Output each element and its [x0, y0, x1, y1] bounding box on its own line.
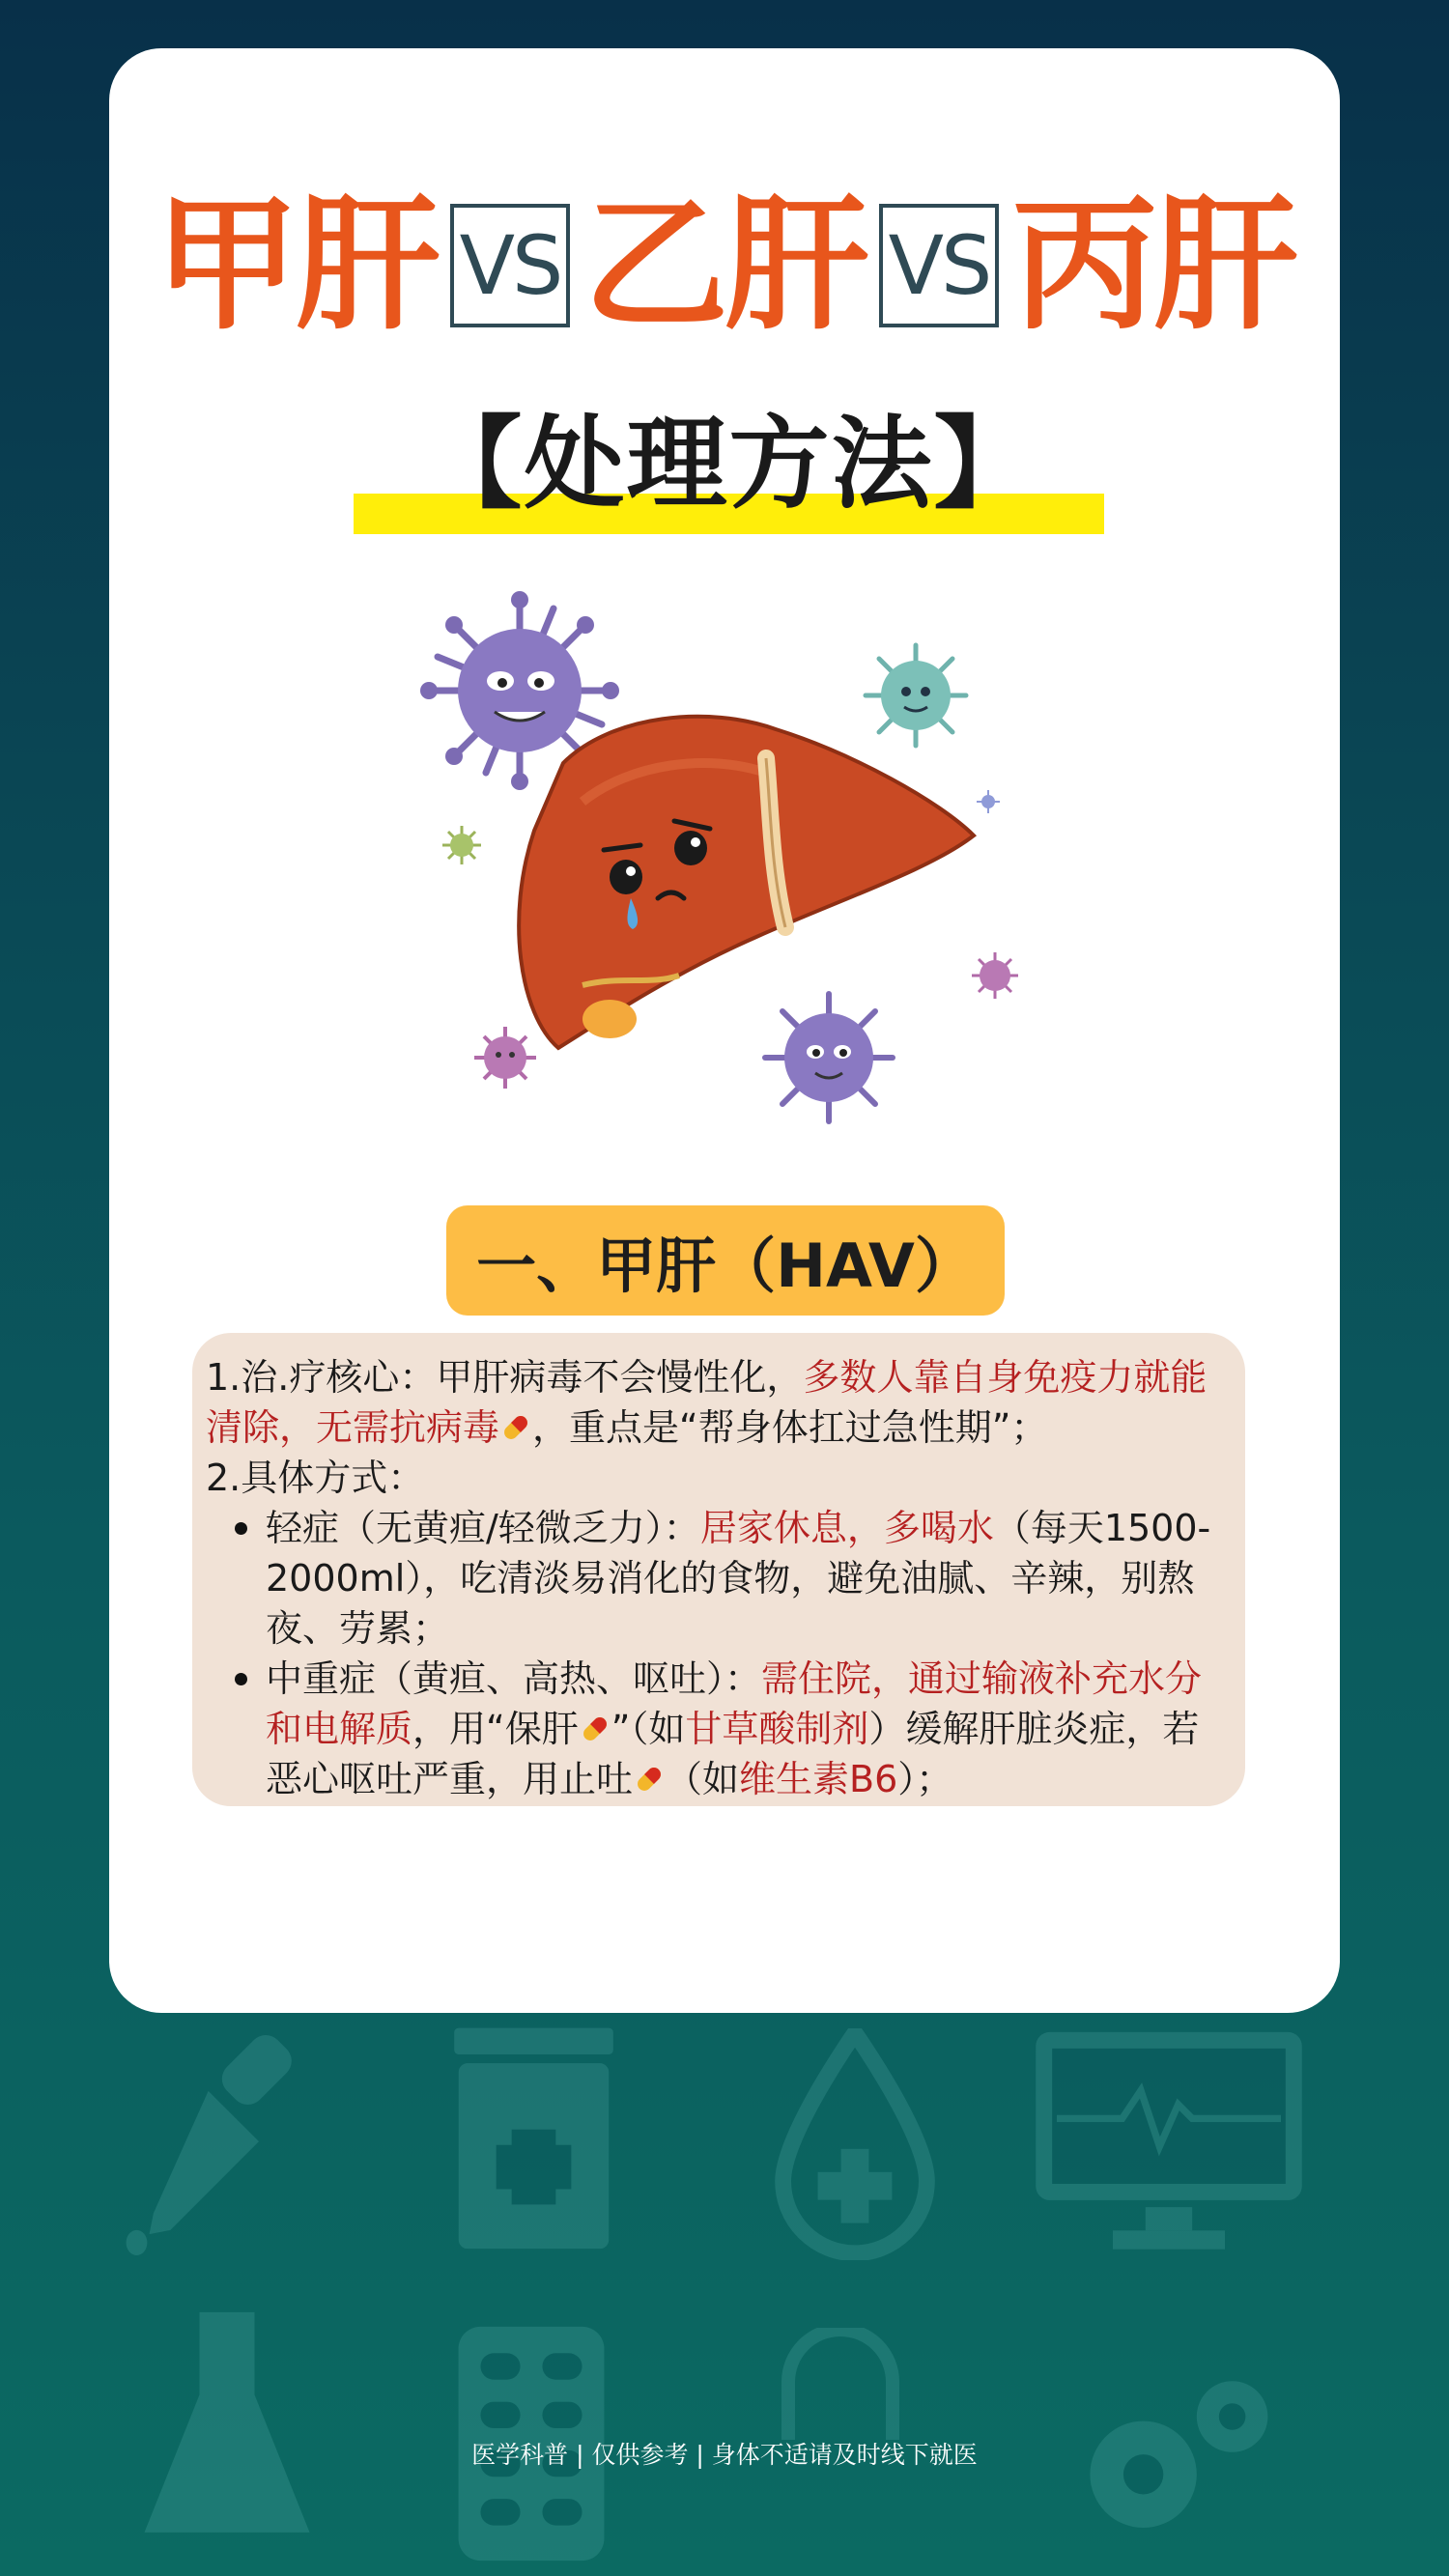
pill-icon: [579, 1713, 611, 1745]
dropper-icon: [106, 2024, 319, 2255]
emphasis-text: 居家休息，多喝水: [699, 1507, 994, 1549]
pill-icon: [633, 1763, 666, 1796]
text-segment: （每天1500-2000ml），吃清淡易消化的食物，避免油腻、辛辣，别熬夜、劳累；: [266, 1507, 1211, 1650]
emphasis-text: 多数人靠自身免疫力就能清除，无需抗病毒: [206, 1356, 1208, 1449]
text-segment: ）缓解肝脏炎症，若恶心呕吐严重，用止吐: [266, 1708, 1200, 1800]
heart-monitor-icon: [1029, 2024, 1309, 2260]
text-segment: （如: [666, 1758, 740, 1800]
page-title: [109, 164, 1340, 367]
method-heading: 2.具体方式：: [206, 1457, 425, 1499]
list-item-mild: [206, 1503, 1232, 1654]
emphasis-text: 需住院，通过输液补充水分和电解质: [266, 1657, 1203, 1750]
footer-disclaimer: 医学科普 | 仅供参考 | 身体不适请及时线下就医: [471, 2441, 978, 2469]
text-segment: 轻症（无黄疸/轻微乏力）：: [266, 1507, 700, 1549]
text-segment: ，用“保肝: [412, 1708, 579, 1750]
text-segment: 中重症（黄疸、高热、呕吐）：: [266, 1657, 762, 1700]
flask-icon: [135, 2299, 319, 2560]
text-segment: ，重点是“帮身体扛过急性期”；: [532, 1406, 1048, 1449]
vs-badge: VS: [450, 204, 570, 327]
subtitle: 【处理方法】: [421, 405, 1037, 523]
vs-badge: VS: [879, 204, 999, 327]
medicine-bottle-icon: [444, 2024, 623, 2255]
treatment-core-paragraph: [206, 1352, 1232, 1453]
sad-liver-with-viruses-icon: [389, 512, 1065, 1207]
emphasis-text: 维生素B6: [739, 1758, 898, 1800]
method-list: [206, 1503, 1232, 1804]
text-segment: 1.治.疗核心：甲肝病毒不会慢性化，: [206, 1356, 804, 1399]
title-word-hepatitis-c: 丙肝: [1012, 182, 1295, 350]
stethoscope-icon: [773, 2328, 908, 2444]
title-word-hepatitis-b: 乙肝: [582, 182, 866, 350]
section-heading-hav: 一、甲肝（HAV）: [446, 1205, 1005, 1316]
emphasis-text: 甘草酸制剂: [685, 1708, 869, 1750]
treatment-content: [192, 1333, 1245, 1806]
title-word-hepatitis-a: 甲肝: [154, 182, 437, 350]
list-item-severe: [206, 1654, 1232, 1804]
text-segment: ）；: [897, 1758, 953, 1800]
text-segment: ”（如: [611, 1708, 686, 1750]
pill-icon: [499, 1411, 532, 1444]
blood-drop-icon: [773, 2028, 937, 2260]
content-card: [109, 48, 1340, 2013]
